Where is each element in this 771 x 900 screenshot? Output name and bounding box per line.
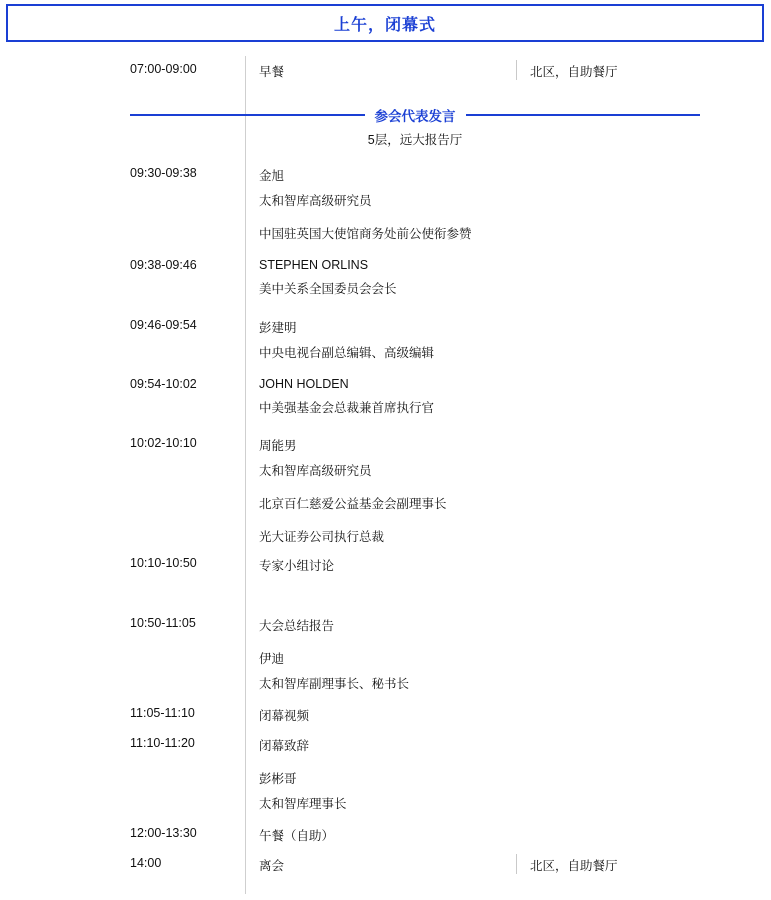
section-speeches (130, 106, 700, 148)
breakfast-time: 07:00-09:00 (130, 62, 197, 76)
speech-block-4 (259, 377, 434, 423)
speaker-name: 彭建明 (259, 321, 297, 335)
speech-time-4: 09:54-10:02 (130, 377, 197, 391)
speech-block-2 (259, 258, 397, 304)
section-title: 参会代表发言 (374, 109, 456, 124)
venue-divider-breakfast (516, 60, 517, 80)
spacer (259, 761, 347, 769)
speaker-title: 中美强基金会总裁兼首席执行官 (259, 401, 435, 415)
closing-speech-time: 11:10-11:20 (130, 736, 195, 750)
speech-time-5: 10:02-10:10 (130, 436, 197, 450)
section-rule-right (466, 114, 701, 116)
section-subtitle: 5层，远大报告厅 (367, 133, 463, 147)
speaker-title: 中央电视台副总编辑、高级编辑 (259, 346, 435, 360)
speaker-title: 中国驻英国大使馆商务处前公使衔参赞 (259, 227, 472, 241)
section-heading-row (130, 106, 700, 124)
panel-time: 10:10-10:50 (130, 556, 197, 570)
spacer (259, 216, 472, 224)
speech-block-3 (259, 318, 434, 368)
closing-speech-block (259, 736, 347, 819)
departure-time: 14:00 (130, 856, 162, 870)
speaker-name: JOHN HOLDEN (259, 377, 349, 391)
speech-time-2: 09:38-09:46 (130, 258, 197, 272)
closing-video-label: 闭幕视频 (259, 709, 310, 723)
speaker-title: 北京百仁慈爱公益基金会副理事长 (259, 497, 447, 511)
spacer (259, 641, 409, 649)
speaker-title: 太和智库副理事长、秘书长 (259, 677, 410, 691)
closing-speech-label: 闭幕致辞 (259, 739, 310, 753)
panel-label: 专家小组讨论 (259, 559, 335, 573)
page-title: 上午，闭幕式 (333, 16, 436, 34)
speaker-name: 周能男 (259, 439, 297, 453)
summary-time: 10:50-11:05 (130, 616, 196, 630)
speaker-title: 光大证券公司执行总裁 (259, 530, 385, 544)
section-rule-left (130, 114, 365, 116)
spacer (259, 486, 447, 494)
breakfast-venue: 北区，自助餐厅 (530, 65, 618, 79)
departure-label: 离会 (259, 859, 285, 873)
page-header-banner (6, 4, 764, 42)
lunch-label: 午餐（自助） (259, 829, 335, 843)
speaker-name: 伊迪 (259, 652, 285, 666)
speaker-name: 金旭 (259, 169, 285, 183)
speaker-title: 美中关系全国委员会会长 (259, 282, 397, 296)
summary-block (259, 616, 409, 699)
speaker-title: 太和智库高级研究员 (259, 194, 372, 208)
speaker-name: 彭彬哥 (259, 772, 297, 786)
speech-block-1 (259, 166, 472, 249)
speech-time-1: 09:30-09:38 (130, 166, 197, 180)
breakfast-label: 早餐 (259, 65, 285, 79)
column-divider-left (245, 56, 246, 894)
venue-divider-departure (516, 854, 517, 874)
speaker-title: 太和智库高级研究员 (259, 464, 372, 478)
lunch-time: 12:00-13:30 (130, 826, 197, 840)
summary-label: 大会总结报告 (259, 619, 335, 633)
closing-video-time: 11:05-11:10 (130, 706, 195, 720)
spacer (259, 519, 447, 527)
speech-time-3: 09:46-09:54 (130, 318, 197, 332)
speaker-title: 太和智库理事长 (259, 797, 347, 811)
speech-block-5 (259, 436, 447, 552)
speaker-name: STEPHEN ORLINS (259, 258, 369, 272)
departure-venue: 北区，自助餐厅 (530, 859, 618, 873)
